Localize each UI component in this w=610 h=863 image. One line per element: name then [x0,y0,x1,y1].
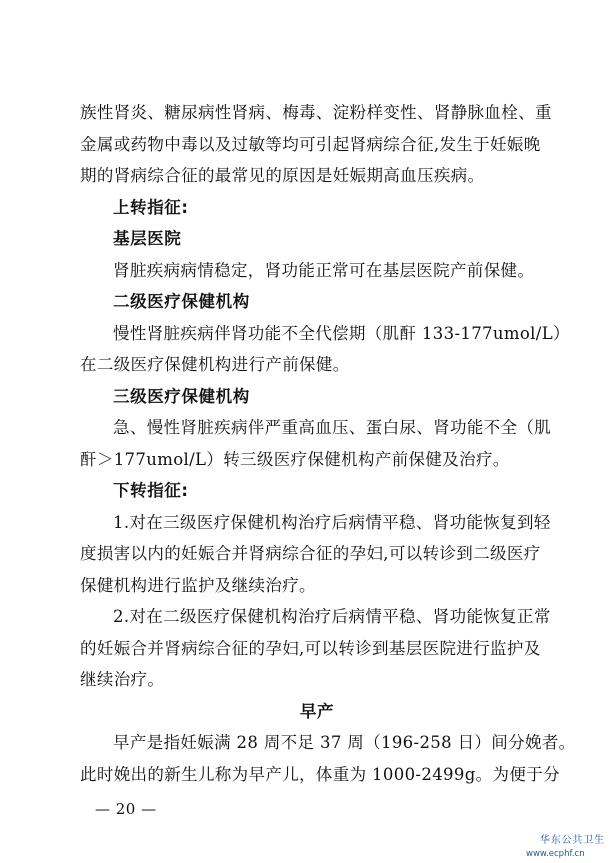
body-text-line: 度损害以内的妊娠合并肾病综合征的孕妇,可以转诊到二级医疗 [80,544,541,563]
body-text-line: 期的肾病综合征的最常见的原因是妊娠期高血压疾病。 [80,166,485,185]
watermark-url: www.ecphf.cn [526,849,585,859]
heading-referral-up: 上转指征: [113,197,189,217]
body-text-line: 1.对在三级医疗保健机构治疗后病情平稳、肾功能恢复到轻 [113,512,551,532]
body-text-line: 2.对在二级医疗保健机构治疗后病情平稳、肾功能恢复正常 [113,607,551,626]
body-text-line: 的妊娠合并肾病综合征的孕妇,可以转诊到基层医院进行监护及 [80,638,541,658]
body-text-line: 酐＞177umol/L）转三级医疗保健机构产前保健及治疗。 [80,449,510,469]
body-text-line: 肾脏疾病病情稳定，肾功能正常可在基层医院产前保健。 [113,260,535,280]
body-text-line: 在二级医疗保健机构进行产前保健。 [80,355,350,374]
body-text-line: 慢性肾脏疾病伴肾功能不全代偿期（肌酐 133-177umol/L） [113,323,570,343]
body-text-line: 早产是指妊娠满 28 周不足 37 周（196-258 日）间分娩者。 [113,733,576,752]
subheading-tertiary-institution: 三级医疗保健机构 [113,386,250,406]
subheading-secondary-institution: 二级医疗保健机构 [113,292,250,311]
body-text-line: 族性肾炎、糖尿病性肾病、梅毒、淀粉样变性、肾静脉血栓、重 [80,103,552,122]
body-text-line: 金属或药物中毒以及过敏等均可引起肾病综合征,发生于妊娠晚 [80,134,541,154]
page-number: — 20 — [95,800,157,818]
watermark-name: 华东公共卫生 [540,835,605,846]
body-text-line: 此时娩出的新生儿称为早产儿，体重为 1000-2499g。为便于分 [80,764,560,784]
body-text-line: 保健机构进行监护及继续治疗。 [80,575,316,595]
body-text-line: 急、慢性肾脏疾病伴严重高血压、蛋白尿、肾功能不全（肌 [113,418,552,437]
body-text-line: 继续治疗。 [80,670,165,689]
heading-referral-down: 下转指征: [113,481,189,500]
page-body [80,103,576,797]
section-title-preterm-birth: 早产 [299,701,335,721]
subheading-primary-hospital: 基层医院 [113,229,182,248]
